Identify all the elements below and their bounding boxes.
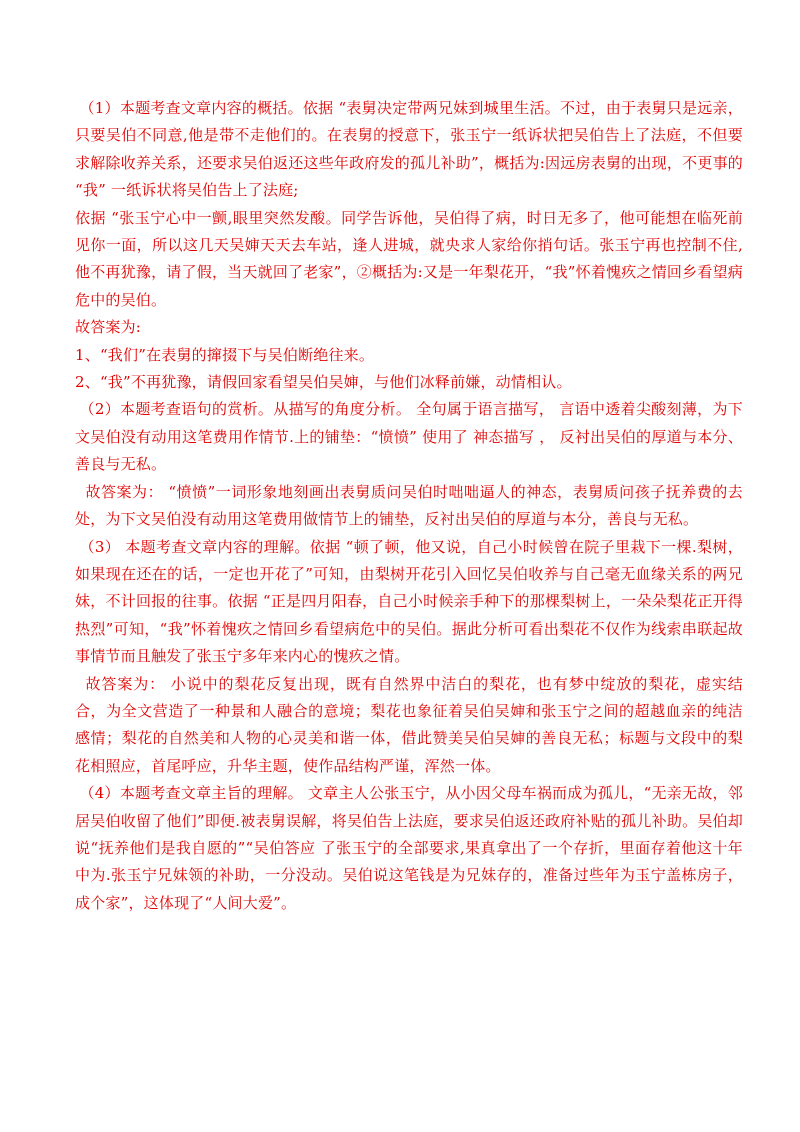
answer-explanation-page <box>75 95 743 917</box>
answer-label-q1: 故答案为: <box>75 318 142 337</box>
paragraph-q3: （3） 本题考查文章内容的理解。依据 “顿了顿，他又说，自己小时候曾在院子里栽下一棵.梨树，如果现在还在的话，一定也开花了”可知，由梨树开花引入回忆吴伯收养与自己毫无血缘关系的两兄妹，不计回报的往事。依据 “正是四月阳春，自己小时候亲手种下的那棵梨树上，一朵朵梨花正开得热烈”可知，“我”怀着愧疚之情回乡看望病危中的吴伯。据此分析可看出梨花不仅作为线索串联起故事情节而且触发了张玉宁多年来内心的愧疚之情。 <box>75 537 743 666</box>
paragraph-q1-part2: 依据 “张玉宁心中一颤,眼里突然发酸。同学告诉他，吴伯得了病，时日无多了，他可能想在临死前见你一面，所以这几天吴婶天天去车站，逢人进城，就央求人家给你捎句话。张玉宁再也控制不住,他不再犹豫，请了假，当天就回了老家”，②概括为:又是一年梨花开，“我”怀着愧疚之情回乡看望病危中的吴伯。 <box>75 208 743 309</box>
answer-q2: 故答案为： “愤愤”一词形象地刻画出表舅质问吴伯时咄咄逼人的神态，表舅质问孩子抚养费的去处，为下文吴伯没有动用这笔费用做情节上的铺垫，反衬出吴伯的厚道与本分，善良与无私。 <box>75 482 743 529</box>
answer-q3: 故答案为： 小说中的梨花反复出现，既有自然界中洁白的梨花，也有梦中绽放的梨花，虚实结合，为全文营造了一种景和人融合的意境；梨花也象征着吴伯吴婶和张玉宁之间的超越血亲的纯洁感情；梨花的自然美和人物的心灵美和谐一体，借此赞美吴伯吴婶的善良无私；标题与文段中的梨花相照应，首尾呼应，升华主题，使作品结构严谨，浑然一体。 <box>75 674 743 775</box>
answer-item-2: 2、“我”不再犹豫，请假回家看望吴伯吴婶，与他们冰释前嫌，动情相认。 <box>75 373 572 392</box>
paragraph-q4: （4）本题考查文章主旨的理解。 文章主人公张玉宁，从小因父母车祸而成为孤儿，“无亲无故，邻居吴伯收留了他们”即便.被表舅误解，将吴伯告上法庭，要求吴伯返还政府补贴的孤儿补助。吴伯却说“抚养他们是我自愿的”“吴伯答应 了张玉宁的全部要求,果真拿出了一个存折，里面存着他这十年中为.张玉宁兄妹领的补助，一分没动。吴伯说这笔钱是为兄妹存的，准备过些年为玉宁盖栋房子，成个家”，这体现了“人间大爱”。 <box>75 784 743 912</box>
paragraph-q2: （2）本题考查语句的赏析。从描写的角度分析。 全句属于语言描写， 言语中透着尖酸刻薄，为下文吴伯没有动用这笔费用作情节.上的铺垫：“愤愤” 使用了 神态描写 ， 反衬出吴伯的厚道与本分、善良与无私。 <box>75 400 743 474</box>
answer-item-1: 1、“我们”在表舅的撺掇下与吴伯断绝往来。 <box>75 345 375 364</box>
paragraph-q1-part1: （1）本题考查文章内容的概括。依据 “表舅决定带两兄妹到城里生活。不过，由于表舅只是远亲，只要吴伯不同意,他是带不走他们的。在表舅的授意下，张玉宁一纸诉状把吴伯告上了法庭，不但要求解除收养关系，还要求吴伯返还这些年政府发的孤儿补助”，概括为:因远房表舅的出现，不更事的 “我” 一纸诉状将吴伯告上了法庭; <box>75 99 743 200</box>
